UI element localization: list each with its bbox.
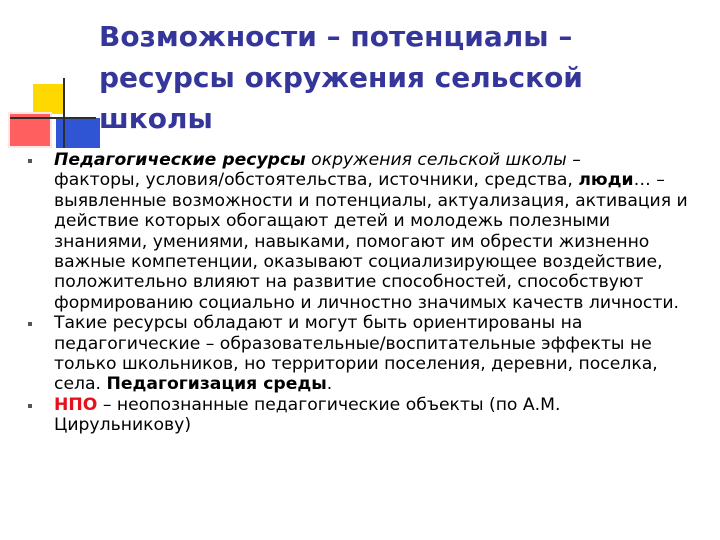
title-line-2: ресурсы окружения сельской xyxy=(99,61,583,94)
item-2-bold-term: Педагогизация среды xyxy=(106,374,327,395)
bullet-marker xyxy=(28,322,32,326)
term-pedagogical-resources: Педагогические ресурсы xyxy=(54,150,306,170)
bullet-marker xyxy=(28,159,32,163)
item-1-italic-tail: окружения сельской школы – xyxy=(305,150,581,170)
item-1-text-rest: … – выявленные возможности и потенциалы, актуализация, активация и действие которых обогащают детей и молодежь полезными знаниями, умениями, навыками, помогают им обрести жизненно важные компетенции, оказывают социализирующее воздействие, положительно влияют на развитие способностей, способствуют формированию социально и личностно значимых качеств личности. xyxy=(54,170,688,313)
title-line-3: школы xyxy=(99,102,213,135)
bullet-item-2 xyxy=(34,313,696,395)
item-2-text: Такие ресурсы обладают и могут быть ориентированы на педагогические – образовательные/воспитательные эффекты не только школьников, но территории поселения, деревни, поселка, села. xyxy=(54,313,658,395)
item-1-text: факторы, условия/обстоятельства, источники, средства, xyxy=(54,170,579,191)
decor-yellow-square xyxy=(33,84,63,114)
bullet-marker xyxy=(28,404,32,408)
title-line-1: Возможности – потенциалы – xyxy=(99,20,573,53)
item-2-period: . xyxy=(326,374,333,395)
item-1-bold-people: люди xyxy=(578,170,634,191)
bullet-item-3 xyxy=(34,395,696,436)
bullet-item-1 xyxy=(34,150,696,313)
item-3-red-term: НПО xyxy=(54,394,98,415)
decor-horizontal-line xyxy=(10,117,96,119)
decor-vertical-line xyxy=(63,78,65,148)
bullet-list xyxy=(34,150,696,436)
item-3-text: – неопознанные педагогические объекты (по А.М. Цирульникову) xyxy=(54,394,561,436)
slide-title xyxy=(99,16,699,139)
